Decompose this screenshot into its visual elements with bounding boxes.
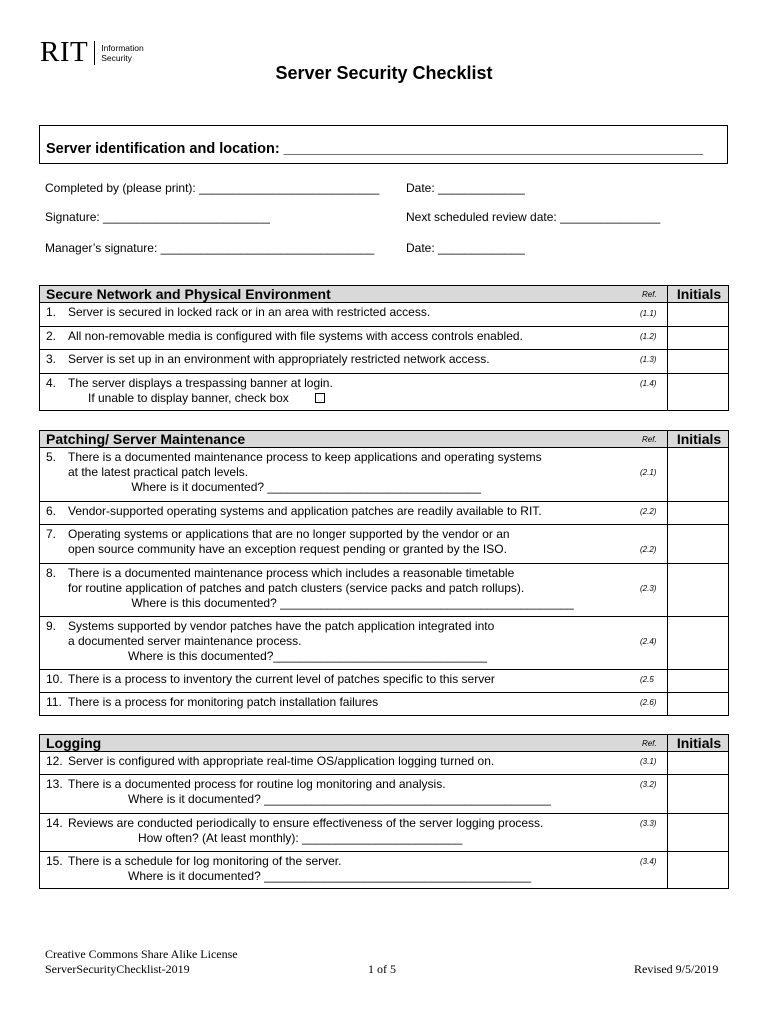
initials-header: Initials bbox=[667, 431, 730, 447]
initials-header: Initials bbox=[667, 735, 730, 751]
item-ref: (2.2) bbox=[640, 507, 657, 516]
initials-cell[interactable] bbox=[667, 775, 730, 813]
logo-line-1: Information bbox=[101, 42, 144, 53]
item-text: Vendor-supported operating systems and application patches are readily available to RIT. bbox=[68, 504, 542, 518]
initials-cell[interactable] bbox=[667, 752, 730, 774]
section-header bbox=[40, 431, 728, 448]
item-ref: (2.6) bbox=[640, 698, 657, 707]
item-text: All non-removable media is configured with file systems with access controls enabled. bbox=[68, 329, 523, 343]
item-number: 1. bbox=[46, 305, 57, 319]
checklist-row bbox=[40, 350, 728, 374]
footer-revised: Revised 9/5/2019 bbox=[634, 962, 719, 976]
item-text: There is a documented maintenance process to keep applications and operating systems at the latest practical patch levels. Where is it documented? ________________________________ bbox=[68, 450, 542, 494]
identification-field[interactable]: Server identification and location: ____________________________________________________ bbox=[46, 141, 704, 157]
initials-cell[interactable] bbox=[667, 374, 730, 411]
checklist-row bbox=[40, 617, 728, 670]
checklist-row bbox=[40, 374, 728, 411]
item-text: Reviews are conducted periodically to ensure effectiveness of the server logging process. How often? (At least monthly): ________________________ bbox=[68, 816, 544, 845]
item-ref: (2.1) bbox=[640, 468, 657, 477]
checklist-row bbox=[40, 670, 728, 693]
item-number: 9. bbox=[46, 619, 57, 633]
checklist-row bbox=[40, 564, 728, 617]
ref-header: Ref. bbox=[642, 290, 657, 299]
section-title: Patching/ Server Maintenance bbox=[46, 431, 246, 447]
item-number: 12. bbox=[46, 754, 63, 768]
manager-signature-field[interactable]: Manager’s signature: ________________________________ bbox=[45, 241, 375, 255]
item-ref: (3.4) bbox=[640, 857, 657, 866]
section-title: Logging bbox=[46, 735, 102, 751]
item-text: There is a process for monitoring patch installation failures bbox=[68, 695, 379, 709]
footer-license: Creative Commons Share Alike License bbox=[45, 947, 238, 961]
item-ref: (1.2) bbox=[640, 332, 657, 341]
initials-cell[interactable] bbox=[667, 564, 730, 616]
logo-divider bbox=[94, 41, 95, 65]
logo-line-2: Security bbox=[101, 52, 132, 63]
item-number: 13. bbox=[46, 777, 63, 791]
date-field-2[interactable]: Date: _____________ bbox=[406, 241, 525, 255]
item-number: 11. bbox=[46, 695, 62, 709]
item-number: 10. bbox=[46, 672, 63, 686]
checklist-row bbox=[40, 525, 728, 564]
initials-cell[interactable] bbox=[667, 670, 730, 692]
section-header bbox=[40, 735, 728, 752]
item-ref: (2.4) bbox=[640, 637, 657, 646]
checklist-row bbox=[40, 303, 728, 327]
item-ref: (1.3) bbox=[640, 355, 657, 364]
checklist-row bbox=[40, 502, 728, 525]
identification-box bbox=[39, 125, 728, 164]
initials-cell[interactable] bbox=[667, 525, 730, 563]
logo-rit-text: RIT bbox=[40, 36, 89, 68]
item-text: The server displays a trespassing banner at login. If unable to display banner, check box bbox=[68, 376, 333, 405]
checklist-row bbox=[40, 693, 728, 716]
initials-cell[interactable] bbox=[667, 327, 730, 349]
checklist-row bbox=[40, 852, 728, 889]
initials-cell[interactable] bbox=[667, 303, 730, 326]
date-field-1[interactable]: Date: _____________ bbox=[406, 181, 525, 195]
item-text: There is a schedule for log monitoring of the server. Where is it documented? ________________________________________ bbox=[68, 854, 532, 883]
item-number: 15. bbox=[46, 854, 63, 868]
item-ref: (2.3) bbox=[640, 584, 657, 593]
next-review-date-field[interactable]: Next scheduled review date: _______________ bbox=[406, 210, 661, 224]
footer-page-number: 1 of 5 bbox=[368, 962, 396, 976]
item-text: Systems supported by vendor patches have the patch application integrated into a documented server maintenance process. Where is this documented?________________________________ bbox=[68, 619, 495, 663]
item-number: 7. bbox=[46, 527, 57, 541]
initials-cell[interactable] bbox=[667, 350, 730, 373]
item-number: 4. bbox=[46, 376, 57, 390]
item-ref: (2.5 bbox=[640, 675, 654, 684]
item-ref: (1.1) bbox=[640, 309, 657, 318]
initials-cell[interactable] bbox=[667, 502, 730, 524]
item-number: 2. bbox=[46, 329, 57, 343]
checklist-row bbox=[40, 775, 728, 814]
item-ref: (3.2) bbox=[640, 780, 657, 789]
item-number: 14. bbox=[46, 816, 63, 830]
item-text: There is a documented maintenance process which includes a reasonable timetable for routine application of patches and patch clusters (service packs and patch rollups). Where is this documented? ____________________________________________ bbox=[68, 566, 574, 610]
ref-header: Ref. bbox=[642, 435, 657, 444]
item-ref: (2.2) bbox=[640, 545, 657, 554]
completed-by-field[interactable]: Completed by (please print): ___________________________ bbox=[45, 181, 380, 195]
checklist-row bbox=[40, 448, 728, 502]
ref-header: Ref. bbox=[642, 739, 657, 748]
checklist-row bbox=[40, 814, 728, 852]
initials-header: Initials bbox=[667, 286, 730, 302]
banner-checkbox[interactable] bbox=[315, 393, 325, 403]
item-number: 6. bbox=[46, 504, 57, 518]
item-ref: (1.4) bbox=[640, 379, 657, 388]
section-header bbox=[40, 286, 728, 303]
item-number: 3. bbox=[46, 352, 57, 366]
initials-cell[interactable] bbox=[667, 448, 730, 501]
item-number: 5. bbox=[46, 450, 57, 464]
initials-cell[interactable] bbox=[667, 852, 730, 889]
section-secure-network bbox=[39, 285, 729, 411]
initials-cell[interactable] bbox=[667, 693, 730, 716]
footer-doc-id: ServerSecurityChecklist-2019 bbox=[45, 962, 190, 976]
item-text: Server is set up in an environment with appropriately restricted network access. bbox=[68, 352, 490, 366]
initials-cell[interactable] bbox=[667, 617, 730, 669]
item-text: Server is secured in locked rack or in an area with restricted access. bbox=[68, 305, 431, 319]
item-ref: (3.1) bbox=[640, 757, 657, 766]
checklist-row bbox=[40, 327, 728, 350]
item-text: Server is configured with appropriate real-time OS/application logging turned on. bbox=[68, 754, 495, 768]
section-patching bbox=[39, 430, 729, 716]
item-text: There is a documented process for routine log monitoring and analysis. Where is it documented? ___________________________________________ bbox=[68, 777, 552, 806]
section-logging bbox=[39, 734, 729, 889]
item-text: There is a process to inventory the current level of patches specific to this server bbox=[68, 672, 495, 686]
item-number: 8. bbox=[46, 566, 57, 580]
logo-subtitle bbox=[101, 43, 144, 63]
item-ref: (3.3) bbox=[640, 819, 657, 828]
signature-field[interactable]: Signature: _________________________ bbox=[45, 210, 270, 224]
page-title: Server Security Checklist bbox=[275, 63, 493, 83]
checklist-row bbox=[40, 752, 728, 775]
section-title: Secure Network and Physical Environment bbox=[46, 286, 331, 302]
initials-cell[interactable] bbox=[667, 814, 730, 851]
item-text: Operating systems or applications that are no longer supported by the vendor or an open source community have an exception request pending or granted by the ISO. bbox=[68, 527, 510, 556]
